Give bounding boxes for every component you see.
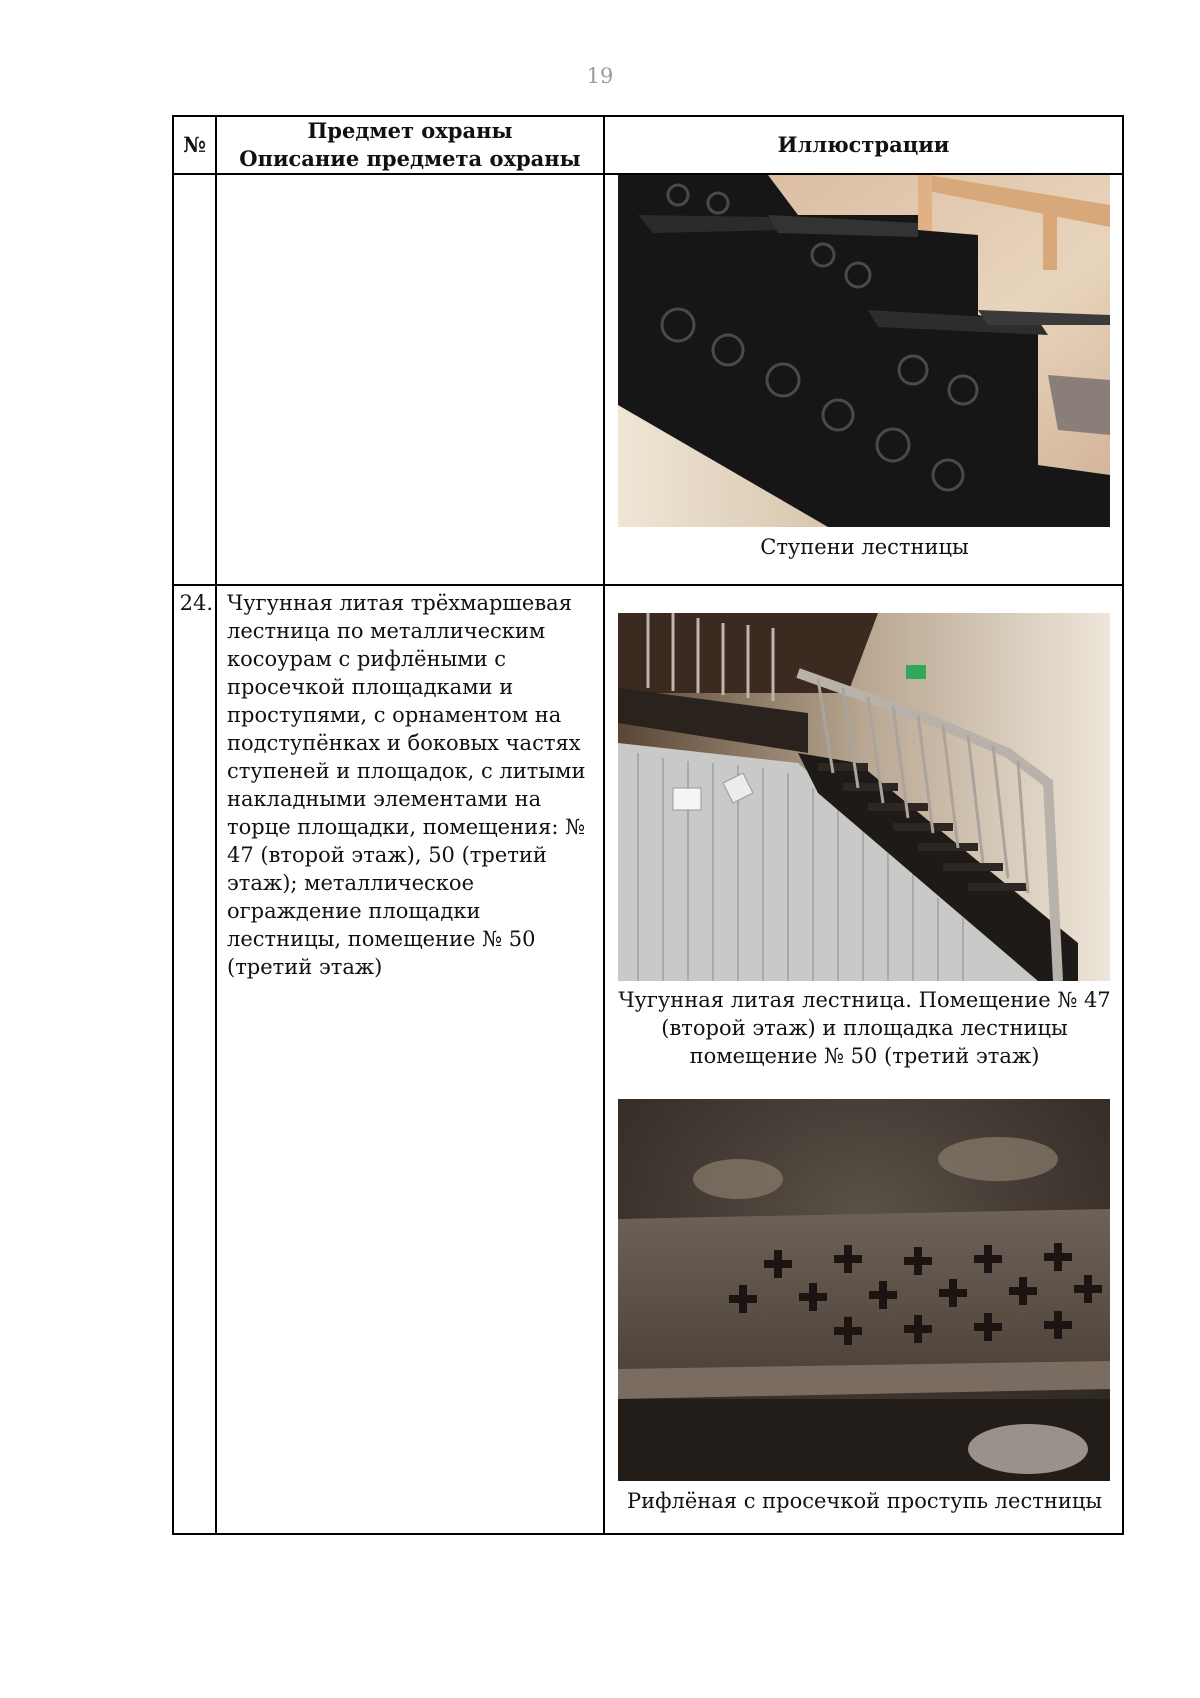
protection-table [172, 115, 1124, 1535]
table-header-row [173, 116, 1123, 174]
photo-caption: Рифлёная с просечкой проступь лестницы [626, 1489, 1103, 1513]
photo-caption: Ступени лестницы [760, 535, 969, 559]
header-illustrations: Иллюстрации [604, 116, 1123, 174]
page-number: 19 [586, 64, 614, 88]
illustrations-cell [604, 585, 1123, 1534]
illustrations-cell [604, 174, 1123, 585]
header-description [216, 116, 604, 174]
photo-tread-closeup [618, 1099, 1110, 1481]
photo-staircase-view [618, 613, 1110, 981]
row-description: Чугунная литая трёхмаршевая лестница по металлическим косоурам с рифлёными с просечкой площадками и проступями, с орнаментом на подступёнках и боковых частях ступеней и площадок, с литыми накладными элементами на торце площадки, помещения: № 47 (второй этаж), 50 (третий этаж); металлическое ограждение площадки лестницы, помещение № 50 (третий этаж) [216, 585, 604, 1534]
photo-stair-steps [618, 175, 1110, 527]
header-description-line2: Описание предмета охраны [239, 146, 581, 171]
photo-caption: Чугунная литая лестница. Помещение № 47 (второй этаж) и площадка лестницы помещение № 50 (третий этаж) [618, 988, 1111, 1068]
row-description [216, 174, 604, 585]
row-number: 24. [173, 585, 216, 1534]
table-row [173, 585, 1123, 1534]
header-number: № [173, 116, 216, 174]
row-number [173, 174, 216, 585]
table-row [173, 174, 1123, 585]
header-description-line1: Предмет охраны [307, 118, 513, 143]
